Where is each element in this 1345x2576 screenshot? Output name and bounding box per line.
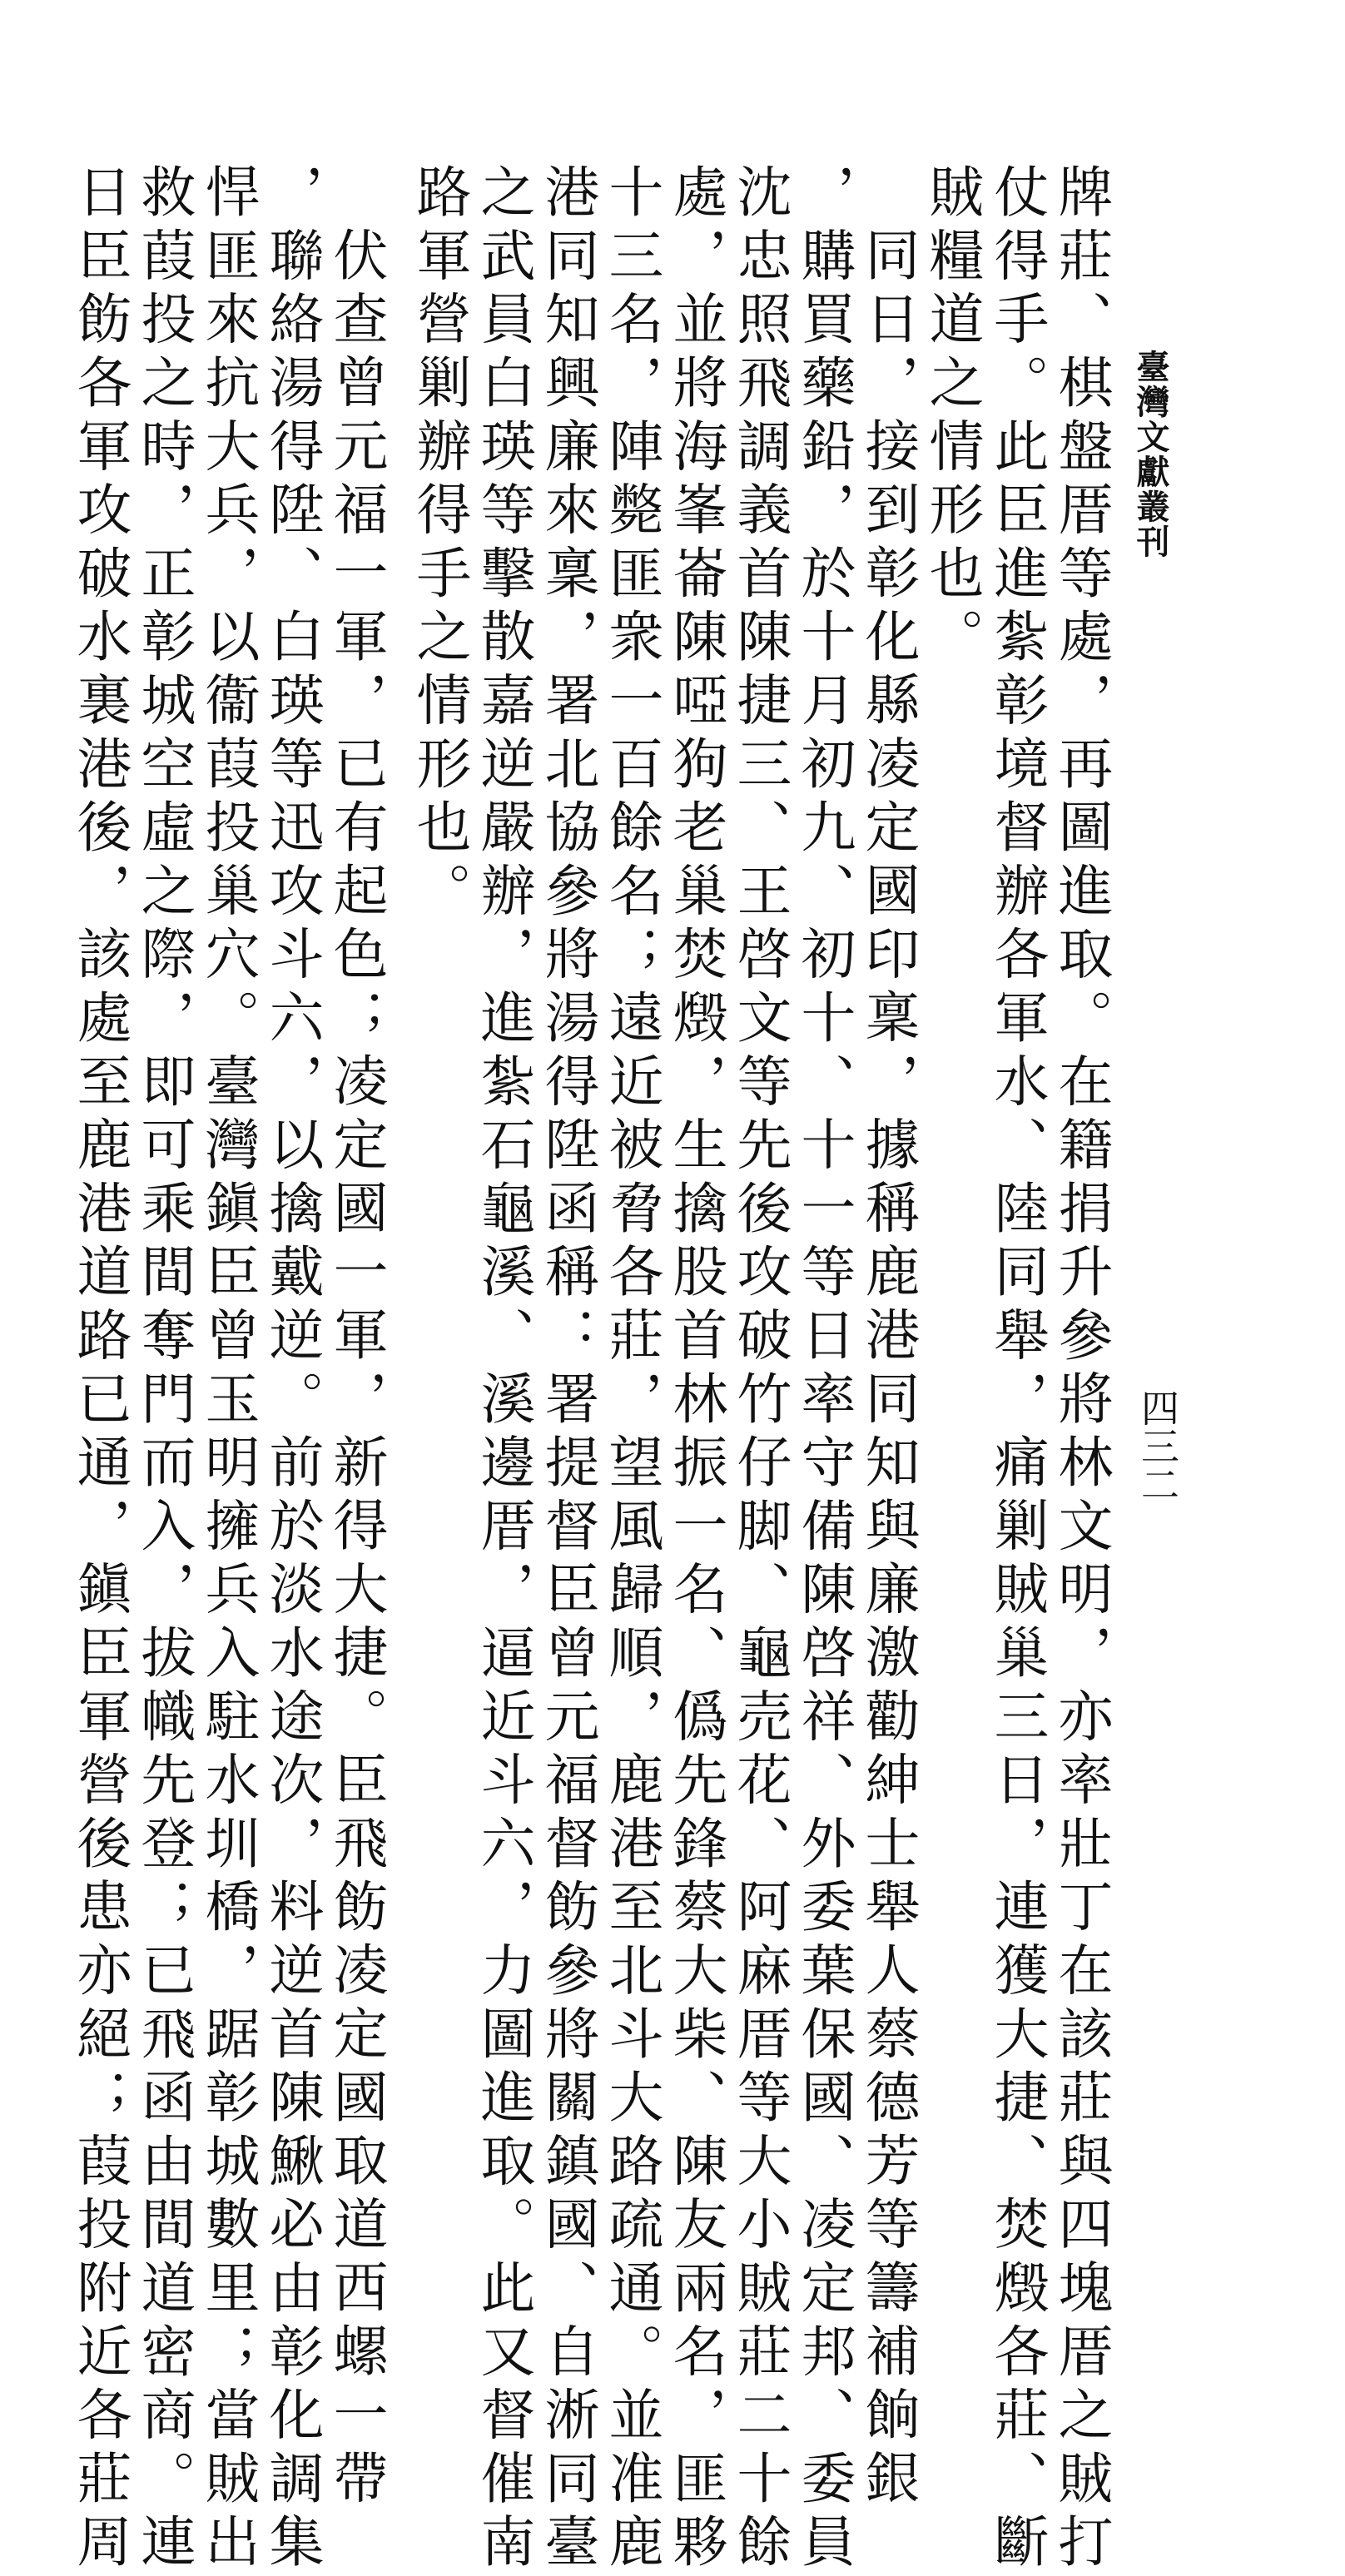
text-column-5: ，購買藥鉛，於十月初九、初十、十一等日率守備陳啓祥、外委葉保國、凌定邦、委員 xyxy=(792,163,856,2576)
text-column-7: 處，並將海峯崙陳啞狗老巢焚燬，生擒股首林振一名、僞先鋒蔡大柴、陳友兩名，匪夥 xyxy=(663,163,727,2576)
text-column-16: 日臣飭各軍攻破水裏港後，該處至鹿港道路已通，鎭臣軍營後患亦絕；葭投附近各莊周 xyxy=(67,163,132,2576)
text-column-3: 賊糧道之情形也。 xyxy=(920,163,984,672)
page-number: 四三二 xyxy=(1135,1388,1180,1503)
text-column-11: 路軍營剿辦得手之情形也。 xyxy=(407,163,471,926)
text-column-1: 牌莊、棋盤厝等處，再圖進取。在籍捐升參將林文明，亦率壯丁在該莊與四塊厝之賊打 xyxy=(1049,163,1113,2576)
text-column-14: 悍匪來抗大兵，以衞葭投巢穴。臺灣鎭臣曾玉明擁兵入駐水圳橋，踞彰城數里；當賊出 xyxy=(196,163,260,2576)
text-column-15: 救葭投之時，正彰城空虛之際，即可乘間奪門而入，拔幟先登；已飛函由間道密商。連 xyxy=(132,163,196,2576)
text-column-6: 沈忠照飛調義首陳捷三、王啓文等先後攻破竹仔脚、龜売花、阿麻厝等大小賊莊二十餘 xyxy=(727,163,792,2576)
text-column-9: 港同知興廉來稟，署北協參將湯得陞函稱：署提督臣曾元福督飭參將關鎮國、自淅同臺 xyxy=(535,163,599,2576)
text-column-10: 之武員白瑛等擊散嘉逆嚴辦，進紮石龜溪、溪邊厝，逼近斗六，力圖進取。此又督催南 xyxy=(471,163,535,2576)
running-title: 臺灣文獻叢刊 xyxy=(1131,350,1170,559)
text-column-4: 同日，接到彰化縣凌定國印稟，據稱鹿港同知與廉激勸紳士舉人蔡德芳等籌補餉銀 xyxy=(856,226,920,2513)
text-column-8: 十三名，陣斃匪衆一百餘名；遠近被脅各莊，望風歸順，鹿港至北斗大路疏通。並准鹿 xyxy=(599,163,663,2576)
text-column-13: ，聯絡湯得陞、白瑛等迅攻斗六，以擒戴逆。前於淡水途次，料逆首陳鰍必由彰化調集 xyxy=(260,163,324,2576)
text-column-2: 仗得手。此臣進紮彰境督辦各軍水、陸同舉，痛剿賊巢三日，連獲大捷、焚燬各莊、斷 xyxy=(985,163,1049,2576)
text-column-12: 伏查曾元福一軍，已有起色；凌定國一軍，新得大捷。臣飛飭凌定國取道西螺一帶 xyxy=(324,226,388,2513)
